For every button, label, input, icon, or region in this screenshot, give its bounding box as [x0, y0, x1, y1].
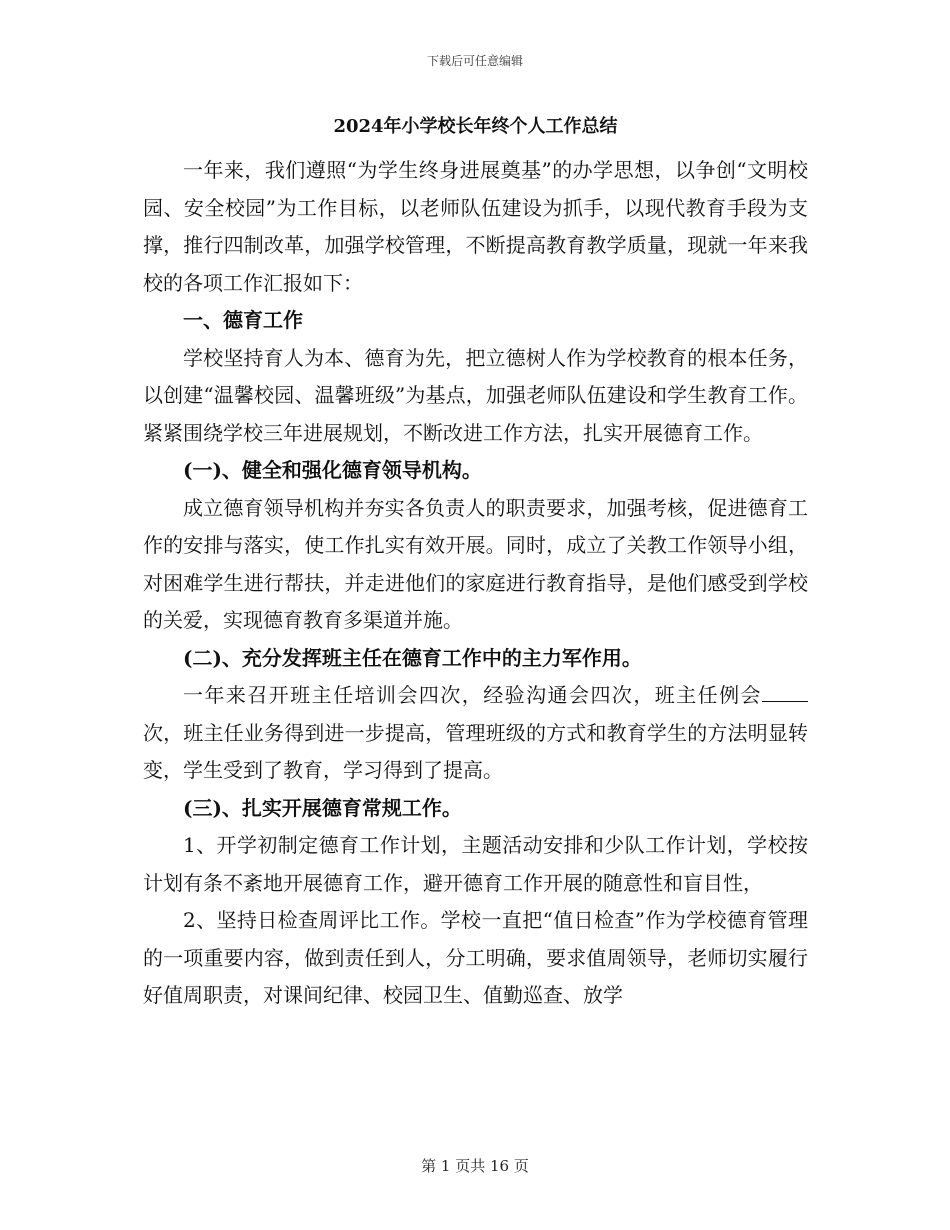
paragraph-daily-check: 2、坚持日检查周评比工作。学校一直把“值日检查”作为学校德育管理的一项重要内容，做到责任到人，分工明确，要求值周领导，老师切实履行好值周职责，对课间纪律、校园卫生、值勤巡查、放学	[143, 908, 808, 1007]
document-title: 2024年小学校长年终个人工作总结	[333, 116, 618, 137]
paragraph-moral-education: 学校坚持育人为本、德育为先，把立德树人作为学校教育的根本任务，以创建“温馨校园、温馨班级”为基点，加强老师队伍建设和学生教育工作。紧紧围绕学校三年进展规划，不断改进工作方法，扎实开展德育工作。	[143, 345, 808, 445]
paragraph-class-teacher	[143, 677, 808, 790]
paragraph-plan: 1、开学初制定德育工作计划，主题活动安排和少队工作计划，学校按计划有条不紊地开展德育工作，避开德育工作开展的随意性和盲目性，	[143, 833, 808, 895]
subheading-leadership: (一)、健全和强化德育领导机构。	[183, 458, 482, 482]
header-note: 下载后可任意编辑	[426, 54, 523, 68]
paragraph-text-after-blank: 次，班主任业务得到进一步提高，管理班级的方式和教育学生的方法明显转变，学生受到了教育，学习得到了提高。	[143, 720, 808, 782]
paragraph-leadership: 成立德育领导机构并夯实各负责人的职责要求，加强考核，促进德育工作的安排与落实，使工作扎实有效开展。同时，成立了关教工作领导小组，对困难学生进行帮扶，并走进他们的家庭进行教育指导，是他们感受到学校的关爱，实现德育教育多渠道并施。	[143, 495, 808, 632]
subheading-routine-work: (三)、扎实开展德育常规工作。	[183, 795, 462, 820]
subheading-class-teacher: (二)、充分发挥班主任在德育工作中的主力军作用。	[183, 645, 642, 670]
page-footer: 第 1 页共 16 页	[421, 1157, 529, 1175]
paragraph-text-before-blank: 一年来召开班主任培训会四次，经验沟通会四次，班主任例会	[183, 683, 762, 707]
section-heading-moral-education: 一、德育工作	[183, 308, 303, 332]
document-body	[143, 112, 808, 1015]
paragraph-intro: 一年来，我们遵照“为学生终身进展奠基”的办学思想，以争创“文明校园、安全校园”为工作目标，以老师队伍建设为抓手，以现代教育手段为支撑，推行四制改革，加强学校管理，不断提高教育教学质量，现就一年来我校的各项工作汇报如下：	[143, 158, 808, 295]
fill-blank	[762, 700, 808, 702]
